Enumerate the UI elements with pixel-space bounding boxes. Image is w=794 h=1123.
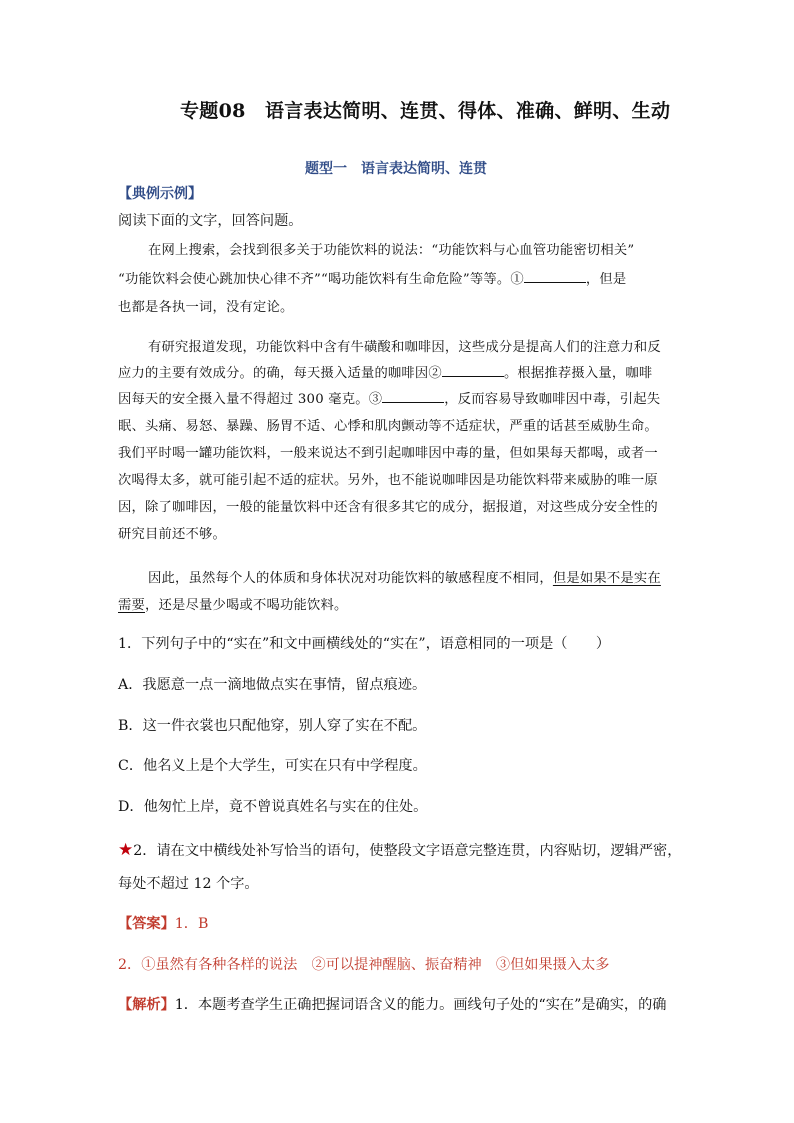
passage-p3-line1 — [148, 567, 661, 586]
passage-p1-line2-text: “功能饮料会使心跳加快心律不齐”“喝功能饮料有生命危险”等等。① — [118, 272, 524, 287]
passage-p1-line3: 也都是各执一词，没有定论。 — [118, 300, 294, 315]
passage-p1-line2-tail: ，但是 — [585, 272, 627, 287]
question-2-line1 — [118, 840, 681, 860]
passage-p2-line3-tail: ，反而容易导致咖啡因中毒，引起失 — [444, 392, 661, 407]
passage-p2-line2-tail: 。根据推荐摄入量，咖啡 — [503, 366, 653, 381]
analysis-line — [118, 994, 667, 1014]
passage-p2-line3 — [118, 388, 660, 407]
passage-p2-line7: 因，除了咖啡因，一般的能量饮料中还含有很多其它的成分，据报道，对这些成分安全性的 — [118, 500, 658, 515]
star-icon: ★ — [118, 840, 134, 860]
passage-p3-line1-text: 因此，虽然每个人的体质和身体状况对功能饮料的敏感程度不相同， — [148, 571, 553, 586]
answer-tag: 【答案】 — [118, 916, 175, 932]
section-subtitle: 题型一 语言表达简明、连贯 — [305, 161, 487, 177]
passage-p1-line1: 在网上搜索，会找到很多关于功能饮料的说法：“功能饮料与心血管功能密切相关” — [148, 243, 635, 258]
question-1-option-c: C．他名义上是个大学生，可实在只有中学程度。 — [118, 758, 427, 774]
blank-3 — [382, 390, 444, 403]
question-1-option-b: B．这一件衣裳也只配他穿，别人穿了实在不配。 — [118, 718, 427, 734]
question-1-option-d: D．他匆忙上岸，竟不曾说真姓名与实在的住处。 — [118, 799, 428, 815]
passage-p2-line2 — [118, 362, 652, 381]
underlined-phrase: 但是如果不是实在 — [552, 571, 661, 586]
example-tag: 【典例示例】 — [118, 186, 202, 202]
document-title: 专题08 语言表达简明、连贯、得体、准确、鲜明、生动 — [180, 100, 671, 122]
passage-p2-line4: 眠、头痛、易怒、暴躁、肠胃不适、心悸和肌肉颤动等不适症状，严重的话甚至威胁生命。 — [118, 419, 658, 434]
passage-p2-line2-text: 应力的主要有效成分。的确，每天摄入适量的咖啡因② — [118, 366, 442, 381]
instruction-text: 阅读下面的文字，回答问题。 — [118, 213, 303, 229]
underlined-phrase-end: 需要 — [118, 598, 145, 613]
analysis-text: 1．本题考查学生正确把握词语含义的能力。画线句子处的“实在”是确实，的确 — [174, 997, 667, 1013]
passage-p3-line2-text: ，还是尽量少喝或不喝功能饮料。 — [145, 598, 348, 613]
passage-p2-line8: 研究目前还不够。 — [118, 527, 226, 542]
analysis-tag: 【解析】 — [118, 997, 175, 1013]
passage-p2-line6: 次喝得太多，就可能引起不适的症状。另外，也不能说咖啡因是功能饮料带来威胁的唯一原 — [118, 473, 658, 488]
blank-1 — [524, 270, 586, 283]
passage-p3-line2 — [118, 594, 347, 613]
question-1-stem: 1．下列句子中的“实在”和文中画横线处的“实在”，语意相同的一项是（ ） — [118, 636, 611, 652]
answer-2: 2．①虽然有各种各样的说法 ②可以提神醒脑、振奋精神 ③但如果摄入太多 — [118, 957, 610, 973]
question-2-line2: 每处不超过 12 个字。 — [118, 876, 259, 892]
answer-line-1 — [118, 913, 208, 933]
question-2-stem: 2．请在文中横线处补写恰当的语句，使整段文字语意完整连贯，内容贴切，逻辑严密， — [133, 843, 682, 859]
passage-p2-line5: 我们平时喝一罐功能饮料，一般来说达不到引起咖啡因中毒的量，但如果每天都喝，或者一 — [118, 446, 658, 461]
passage-p2-line1: 有研究报道发现，功能饮料中含有牛磺酸和咖啡因，这些成分是提高人们的注意力和反 — [148, 340, 661, 355]
passage-p1-line2 — [118, 268, 626, 287]
passage-p2-line3-text: 因每天的安全摄入量不得超过 300 毫克。③ — [118, 392, 383, 407]
answer-1: 1．B — [174, 916, 209, 932]
question-1-option-a: A．我愿意一点一滴地做点实在事情，留点痕迹。 — [118, 677, 427, 693]
blank-2 — [442, 364, 504, 377]
